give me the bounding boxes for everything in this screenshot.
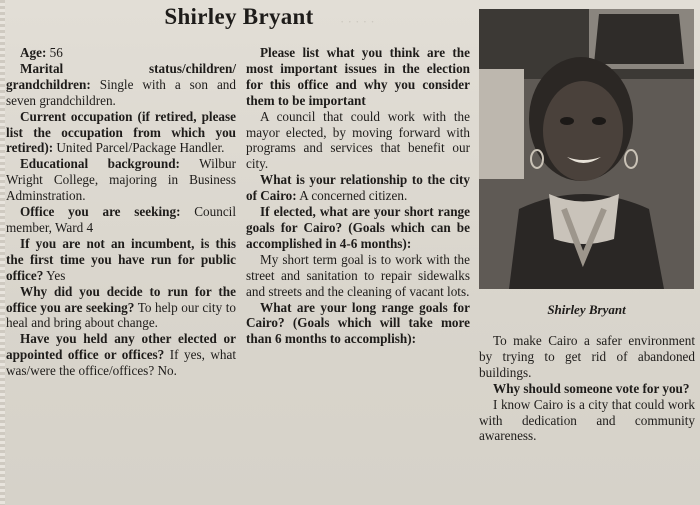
- answer-important-issues: A council that could work with the mayor elected, by moving forward with programs and services that benefit our city.: [246, 108, 470, 172]
- qa-first-run: [6, 236, 236, 284]
- qa-marital-status: [6, 61, 236, 109]
- portrait-illustration: [479, 9, 694, 289]
- torn-edge: [0, 0, 5, 505]
- question: Educational background:: [20, 156, 180, 172]
- answer: Single with a son and seven grandchildren.: [6, 76, 236, 108]
- answer-why-vote: I know Cairo is a city that could work with dedication and community awareness.: [479, 396, 695, 444]
- answer: Council member, Ward 4: [6, 204, 236, 235]
- column-1: [6, 45, 236, 379]
- question-short-range-goals: If elected, what are your short range goals for Cairo? (Goals which can be accomplished in 4-6 months):: [246, 204, 470, 251]
- answer: Wilbur Wright College, majoring in Business Adminstration.: [6, 156, 236, 204]
- answer: Yes: [43, 267, 66, 283]
- answer: 56: [46, 45, 63, 60]
- qa-age: [6, 45, 236, 61]
- question-important-issues: Please list what you think are the most important issues in the election for this office and why you consider them to be important: [246, 45, 470, 108]
- question-why-vote: Why should someone vote for you?: [493, 380, 690, 396]
- qa-education: [6, 156, 236, 204]
- column-3: [479, 333, 695, 444]
- qa-occupation: [6, 109, 236, 157]
- page-title: Shirley Bryant: [164, 4, 314, 29]
- question: Current occupation (if retired, please list the occupation from which you retired):: [6, 108, 236, 156]
- qa-office: [6, 204, 236, 236]
- answer: If yes, what was/were the office/offices? No.: [6, 347, 236, 379]
- answer-long-range-goals: To make Cairo a safer environment by trying to get rid of abandoned buildings.: [479, 333, 695, 380]
- answer: United Parcel/Package Handler.: [53, 140, 225, 156]
- question: What is your relationship to the city of Cairo:: [246, 172, 470, 204]
- photo-caption: Shirley Bryant: [547, 302, 626, 317]
- question-long-range-goals: What are your long range goals for Cairo? (Goals which will take more than 6 months to accomplish):: [246, 299, 470, 347]
- answer: A concerned citizen.: [296, 188, 408, 204]
- question: Marital status/children/ grandchildren:: [6, 60, 236, 92]
- question: Why did you decide to run for the office you are seeking?: [6, 283, 236, 315]
- question: Age:: [20, 45, 47, 60]
- question: Have you held any other elected or appointed office or offices?: [6, 331, 236, 363]
- question: Office you are seeking:: [20, 204, 181, 220]
- answer-short-range-goals: My short term goal is to work with the street and sanitation to repair sidewalks and streets and the cleaning of vacant lots.: [246, 251, 470, 299]
- answer: To help our city to heal and bring about change.: [6, 299, 236, 331]
- question: If you are not an incumbent, is this the first time you have run for public office?: [6, 235, 236, 283]
- qa-why-run: [6, 284, 236, 332]
- bleed-through-text: · · · · ·: [340, 14, 375, 29]
- qa-held-office: [6, 331, 236, 379]
- column-2: [246, 45, 470, 347]
- candidate-photo: [479, 9, 694, 289]
- qa-relationship: [246, 172, 470, 204]
